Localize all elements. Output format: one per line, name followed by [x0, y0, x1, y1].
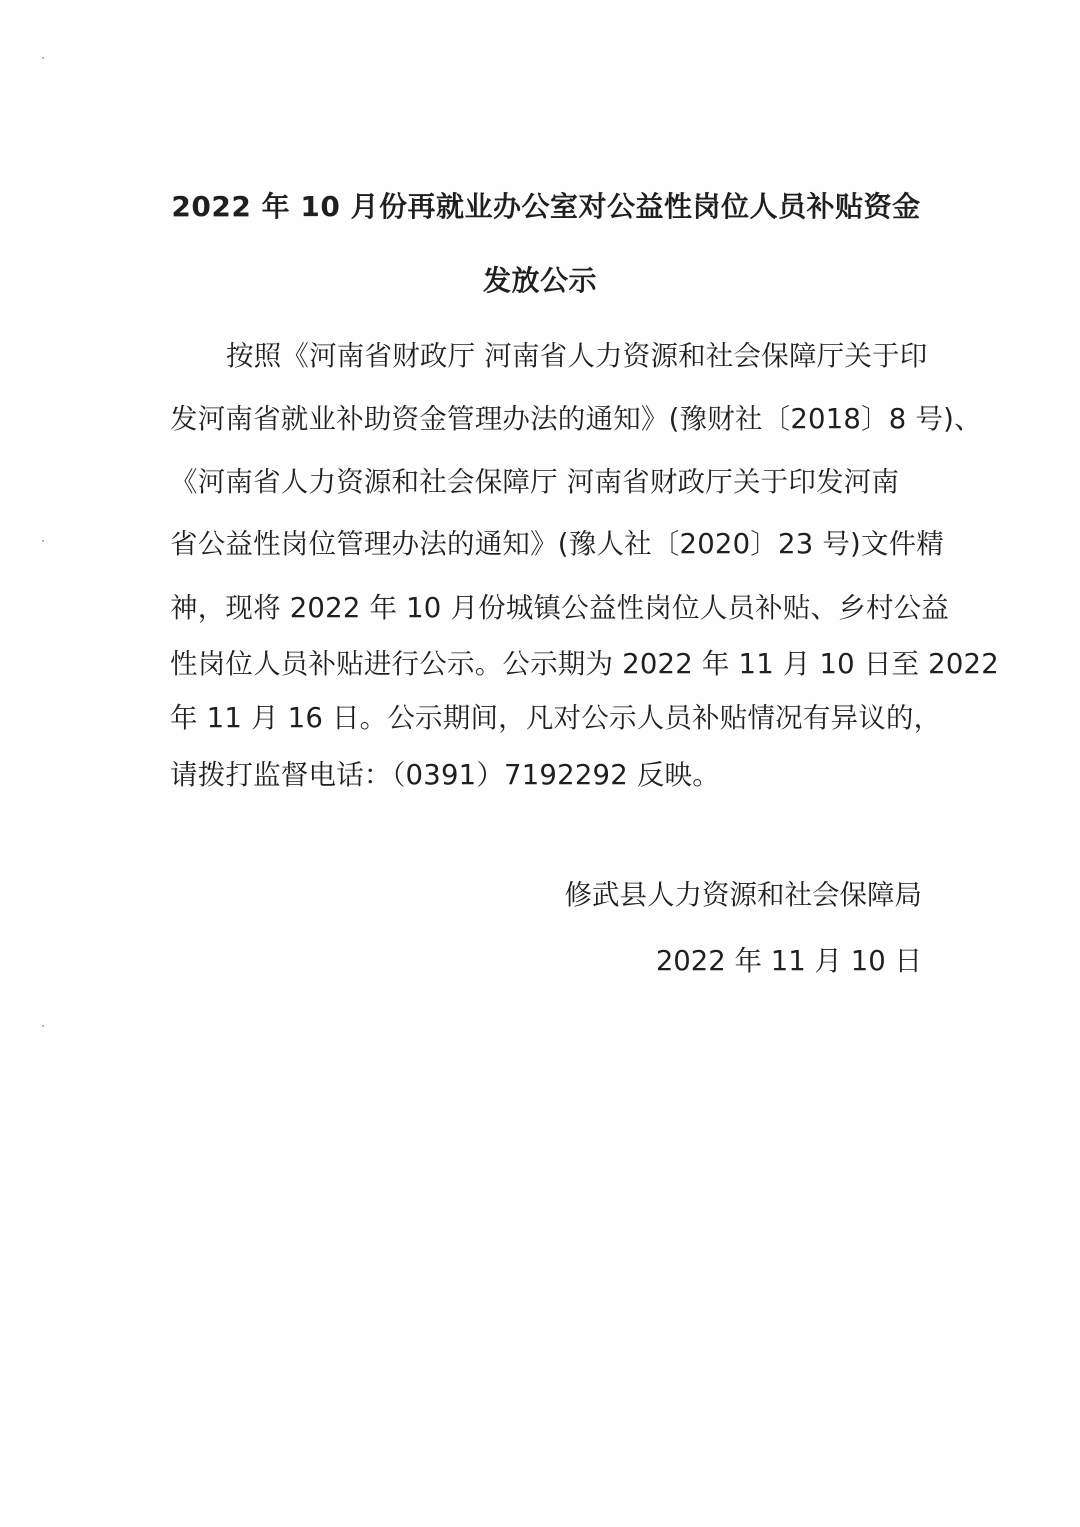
scan-speck: [42, 1025, 44, 1027]
document-title-line-1: 2022 年 10 月份再就业办公室对公益性岗位人员补贴资金: [171, 190, 921, 223]
scan-speck: [42, 57, 44, 59]
body-paragraph-line-1: 按照《河南省财政厅 河南省人力资源和社会保障厅关于印: [226, 340, 928, 372]
body-paragraph-line-7: 年 11 月 16 日。公示期间，凡对公示人员补贴情况有异议的，: [170, 702, 942, 734]
body-paragraph-line-8: 请拨打监督电话：（0391）7192292 反映。: [170, 759, 720, 791]
document-title-line-2: 发放公示: [482, 264, 597, 297]
body-paragraph-line-4: 省公益性岗位管理办法的通知》(豫人社〔2020〕23 号)文件精: [170, 528, 945, 560]
signature-date: 2022 年 11 月 10 日: [655, 945, 922, 977]
body-paragraph-line-6: 性岗位人员补贴进行公示。公示期为 2022 年 11 月 10 日至 2022: [170, 648, 999, 680]
scan-speck: [42, 540, 44, 542]
signature-organization: 修武县人力资源和社会保障局: [564, 879, 922, 911]
body-paragraph-line-5: 神，现将 2022 年 10 月份城镇公益性岗位人员补贴、乡村公益: [170, 592, 950, 624]
body-paragraph-line-3: 《河南省人力资源和社会保障厅 河南省财政厅关于印发河南: [170, 466, 900, 498]
body-paragraph-line-2: 发河南省就业补助资金管理办法的通知》(豫财社〔2018〕8 号)、: [170, 403, 982, 435]
